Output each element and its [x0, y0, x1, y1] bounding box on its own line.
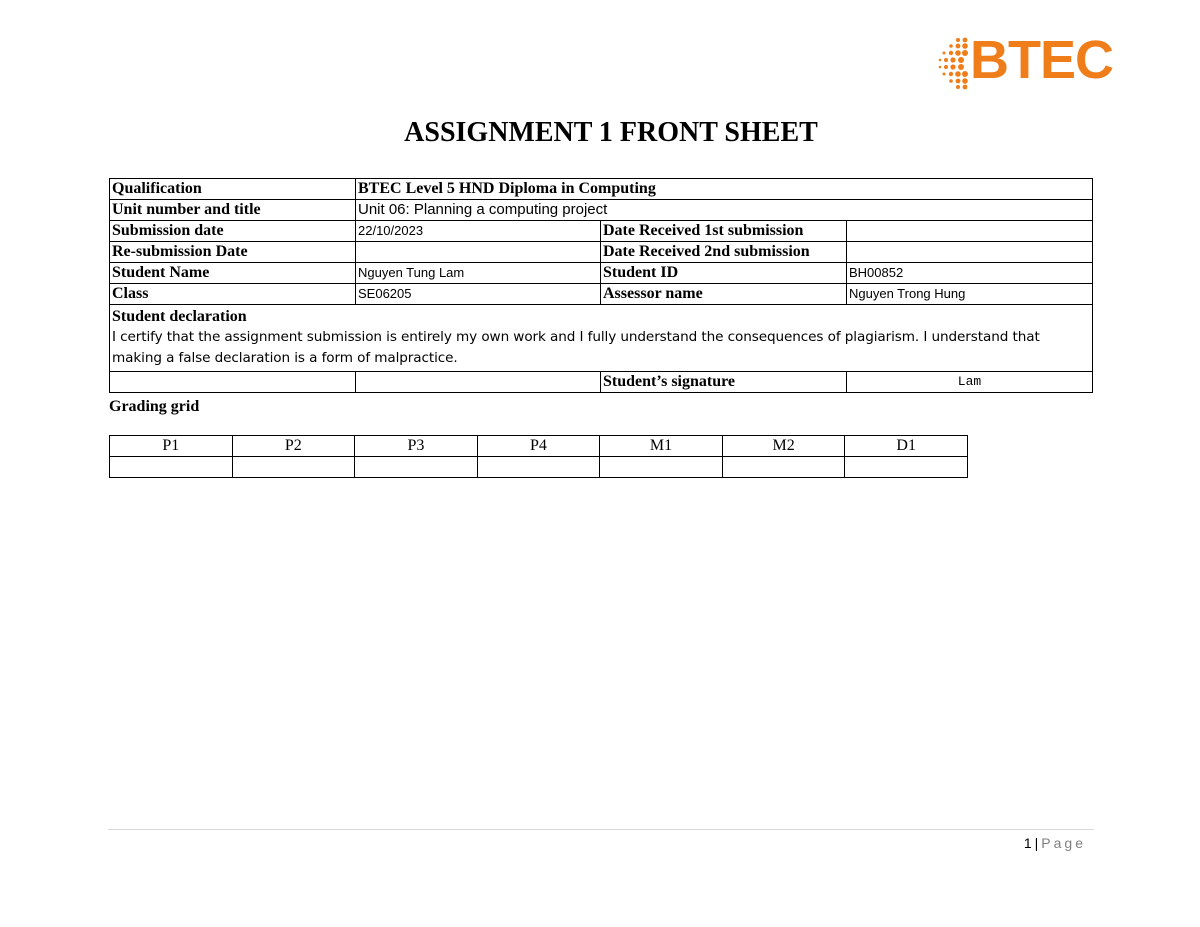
grade-header-cell: P3 — [355, 436, 478, 457]
submission-date-label: Submission date — [110, 221, 356, 242]
declaration-cell — [110, 305, 1093, 372]
assessor-value: Nguyen Trong Hung — [847, 284, 1093, 305]
page-number: 1 — [1023, 835, 1032, 851]
grading-header-row — [110, 436, 968, 457]
qualification-value: BTEC Level 5 HND Diploma in Computing — [356, 179, 1093, 200]
grading-grid-title: Grading grid — [109, 398, 200, 415]
unit-value: Unit 06: Planning a computing project — [356, 200, 1093, 221]
signature-value: Lam — [847, 372, 1093, 393]
row-submission — [110, 221, 1093, 242]
signature-empty-cell-2 — [356, 372, 601, 393]
row-signature — [110, 372, 1093, 393]
grade-value-cell — [845, 457, 968, 478]
grade-header-cell: M2 — [722, 436, 845, 457]
grade-value-cell — [477, 457, 600, 478]
resubmission-date-label: Re-submission Date — [110, 242, 356, 263]
student-id-value: BH00852 — [847, 263, 1093, 284]
assessor-label: Assessor name — [601, 284, 847, 305]
page-separator: | — [1034, 835, 1039, 851]
grade-header-cell: P4 — [477, 436, 600, 457]
date-received-1-label: Date Received 1st submission — [601, 221, 847, 242]
signature-label: Student’s signature — [601, 372, 847, 393]
student-name-value: Nguyen Tung Lam — [356, 263, 601, 284]
grade-header-cell: P1 — [110, 436, 233, 457]
row-declaration — [110, 305, 1093, 372]
page-footer — [1024, 834, 1086, 852]
grade-value-cell — [355, 457, 478, 478]
resubmission-date-value — [356, 242, 601, 263]
date-received-2-label: Date Received 2nd submission — [601, 242, 847, 263]
declaration-heading: Student declaration — [112, 308, 247, 325]
grade-header-cell: D1 — [845, 436, 968, 457]
row-student — [110, 263, 1093, 284]
footer-divider — [108, 829, 1094, 830]
grade-value-cell — [600, 457, 723, 478]
grade-header-cell: M1 — [600, 436, 723, 457]
class-label: Class — [110, 284, 356, 305]
grade-value-cell — [232, 457, 355, 478]
grading-value-row — [110, 457, 968, 478]
date-received-1-value — [847, 221, 1093, 242]
class-value: SE06205 — [356, 284, 601, 305]
page-word: Page — [1041, 835, 1086, 851]
unit-label: Unit number and title — [110, 200, 356, 221]
grade-value-cell — [110, 457, 233, 478]
signature-empty-cell-1 — [110, 372, 356, 393]
grade-header-cell: P2 — [232, 436, 355, 457]
row-unit — [110, 200, 1093, 221]
declaration-text: I certify that the assignment submission is entirely my own work and I fully understand the consequences of plagiarism. I understand that making a false declaration is a form of malpractice. — [112, 329, 1040, 366]
btec-dots-icon — [936, 36, 972, 92]
row-class — [110, 284, 1093, 305]
submission-date-value: 22/10/2023 — [356, 221, 601, 242]
date-received-2-value — [847, 242, 1093, 263]
qualification-label: Qualification — [110, 179, 356, 200]
student-id-label: Student ID — [601, 263, 847, 284]
student-name-label: Student Name — [110, 263, 356, 284]
page-title: ASSIGNMENT 1 FRONT SHEET — [404, 117, 818, 148]
grading-grid-table — [109, 435, 968, 478]
btec-logo — [936, 30, 1126, 94]
front-sheet-table — [109, 178, 1093, 393]
btec-logo-text: BTEC — [970, 30, 1113, 90]
grade-value-cell — [722, 457, 845, 478]
row-resubmission — [110, 242, 1093, 263]
row-qualification — [110, 179, 1093, 200]
